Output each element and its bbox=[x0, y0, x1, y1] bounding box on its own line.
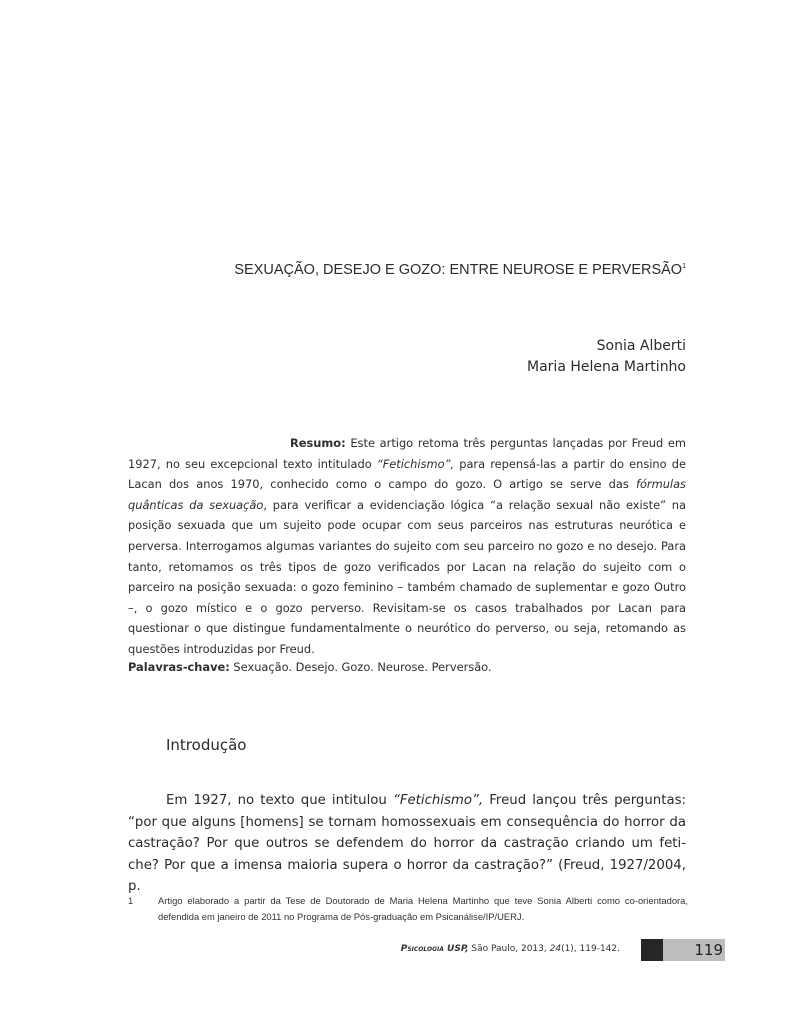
citation-volume: 24 bbox=[549, 944, 562, 954]
body-paragraph bbox=[128, 790, 686, 898]
article-title-text: SEXUAÇÃO, DESEJO E GOZO: ENTRE NEUROSE E PERVERSÃO bbox=[234, 262, 683, 278]
abstract-text-3: , para verificar a evidenciação lógica “a relação sexual não existe” na posição sexuada que um sujeito pode ocupar com seus parceiros nas estruturas neurótica e perversa. Interrogamos algumas variantes do sujeito com seu parceiro no gozo e no desejo. Para tanto, retomamos os três tipos de gozo verificados por Lacan na relação do sujeito com o parceiro na posição sexuada: o gozo feminino – também chamado de suplementar e gozo Outro –, o gozo místico e o gozo perverso. Revisitam-se os casos trabalhados por Lacan para questionar o que distingue fundamentalmente o neurótico do perverso, ou seja, retomando as questões introduzidas por Freud. bbox=[128, 497, 686, 656]
citation-issue-pages: (1), 119-142. bbox=[561, 944, 620, 954]
article-title bbox=[234, 262, 686, 278]
paragraph-text-rest: Freud lançou três perguntas: “por que alguns [homens] se tornam homossexuais em consequência do horror da castração? Por que outros se defendem do horror da castração criando um feti-che? Por que a imensa maioria supera o horror da castração?” (Freud, 1927/2004, p. bbox=[128, 793, 686, 894]
footer-dark-block bbox=[641, 939, 663, 961]
title-footnote-mark[interactable]: 1 bbox=[682, 263, 686, 271]
citation-place-year: São Paulo, 2013, bbox=[468, 944, 550, 954]
journal-name: Psicologia USP, bbox=[400, 944, 469, 954]
footnote bbox=[128, 893, 688, 925]
abstract-italic-1: “Fetichismo”, bbox=[376, 456, 455, 471]
paragraph-italic: “Fetichismo”, bbox=[392, 793, 484, 808]
keywords-text: Sexuação. Desejo. Gozo. Neurose. Perversão. bbox=[229, 660, 492, 674]
keywords-label: Palavras-chave: bbox=[128, 660, 230, 674]
page-number: 119 bbox=[663, 939, 725, 961]
paragraph-text-start: Em 1927, no texto que intitulou bbox=[166, 793, 393, 808]
author-list bbox=[527, 336, 686, 378]
keywords bbox=[128, 660, 686, 674]
abstract-italic-2: fórmulas quânticas da sexuação bbox=[128, 477, 686, 512]
abstract-label: Resumo: bbox=[290, 436, 346, 450]
author-name: Sonia Alberti bbox=[596, 338, 686, 354]
section-heading: Introdução bbox=[166, 736, 247, 754]
journal-citation bbox=[401, 944, 620, 954]
abstract bbox=[128, 433, 686, 660]
page-footer bbox=[0, 939, 790, 961]
footnote-number: 1 bbox=[128, 895, 134, 906]
footnote-text: Artigo elaborado a partir da Tese de Doutorado de Maria Helena Martinho que teve Sonia Alberti como co-orientadora, defendida em janeiro de 2011 no Programa de Pós-graduação em Psicanálise/IP/UERJ. bbox=[158, 895, 688, 922]
abstract-text-1: Este artigo retoma três perguntas lançadas por Freud em 1927, no seu excepcional texto intitulado bbox=[128, 436, 686, 471]
author-name: Maria Helena Martinho bbox=[527, 359, 686, 375]
abstract-text-2: para repensá-las a partir do ensino de Lacan dos anos 1970, conhecido como o campo do gozo. O artigo se serve das bbox=[128, 456, 686, 492]
